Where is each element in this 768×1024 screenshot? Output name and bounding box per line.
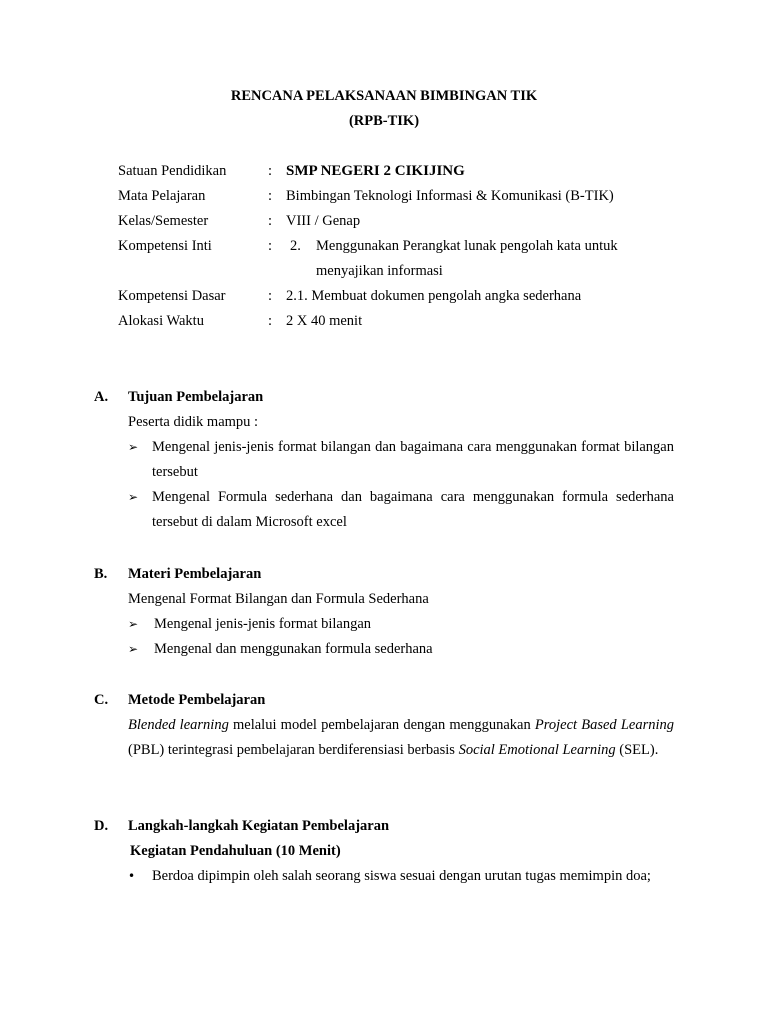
- info-value: 2 X 40 menit: [286, 313, 363, 329]
- ki-text-line1: Menggunakan Perangkat lunak pengolah kata untuk: [316, 238, 618, 254]
- paragraph-italic-term: Social Emotional Learning: [458, 742, 616, 758]
- section-letter: D.: [94, 818, 109, 834]
- info-value: Bimbingan Teknologi Informasi & Komunikasi (B-TIK): [286, 188, 614, 204]
- info-label: Kelas/Semester: [118, 213, 209, 229]
- document-subtitle: (RPB-TIK): [348, 113, 420, 129]
- section-d: [94, 814, 674, 889]
- section-title: Metode Pembelajaran: [128, 692, 266, 708]
- section-b: [94, 562, 674, 662]
- info-colon: :: [268, 288, 273, 304]
- section-intro: Peserta didik mampu :: [128, 414, 259, 430]
- arrow-bullet-icon: ➢: [128, 490, 139, 504]
- info-row-ki: [118, 234, 678, 284]
- info-colon: :: [268, 188, 273, 204]
- paragraph-text: (PBL) terintegrasi pembelajaran berdiferensiasi berbasis: [128, 742, 459, 758]
- info-label: Satuan Pendidikan: [118, 163, 227, 179]
- info-colon: :: [268, 213, 273, 229]
- section-letter: C.: [94, 692, 109, 708]
- info-value: [286, 234, 678, 284]
- section-subheading: Kegiatan Pendahuluan (10 Menit): [130, 843, 341, 859]
- paragraph-italic-term: Blended learning: [128, 717, 229, 733]
- info-value: 2.1. Membuat dokumen pengolah angka sederhana: [286, 288, 582, 304]
- section-body: [94, 839, 674, 889]
- section-letter: B.: [94, 566, 108, 582]
- info-label: Kompetensi Dasar: [118, 288, 226, 304]
- info-label: Kompetensi Inti: [118, 238, 212, 254]
- info-colon: :: [268, 313, 273, 329]
- section-c: [94, 688, 674, 763]
- section-heading: [94, 814, 674, 839]
- arrow-bullet-icon: ➢: [128, 642, 139, 656]
- list-item: [128, 637, 674, 662]
- dot-bullet-icon: •: [128, 869, 136, 883]
- section-heading: [94, 562, 674, 587]
- section-heading: [94, 385, 674, 410]
- list-item: [128, 435, 674, 485]
- info-row-satuan: [118, 159, 678, 184]
- paragraph-text: (SEL).: [615, 742, 659, 758]
- info-label: Alokasi Waktu: [118, 313, 204, 329]
- info-row-kelas: [118, 209, 678, 234]
- document-title: RENCANA PELAKSANAAN BIMBINGAN TIK: [230, 88, 538, 104]
- section-title: Langkah-langkah Kegiatan Pembelajaran: [128, 818, 390, 834]
- arrow-bullet-icon: ➢: [128, 440, 139, 454]
- info-value: VIII / Genap: [286, 213, 361, 229]
- section-letter: A.: [94, 389, 109, 405]
- info-row-kd: [118, 284, 678, 309]
- info-value: SMP NEGERI 2 CIKIJING: [286, 163, 465, 179]
- list-item: [128, 485, 674, 535]
- list-item-text: Mengenal dan menggunakan formula sederhana: [154, 641, 433, 657]
- section-title: Materi Pembelajaran: [128, 566, 262, 582]
- section-body: [94, 587, 674, 662]
- section-body: [94, 410, 674, 535]
- list-item-text: Mengenal jenis-jenis format bilangan dan bagaimana cara menggunakan format bilangan tersebut: [152, 439, 674, 480]
- info-row-mapel: [118, 184, 678, 209]
- arrow-bullet-icon: ➢: [128, 617, 139, 631]
- list-item-text: Mengenal Formula sederhana dan bagaimana cara menggunakan formula sederhana tersebut di dalam Microsoft excel: [152, 489, 674, 530]
- section-heading: [94, 688, 674, 713]
- ki-text-line2: menyajikan informasi: [316, 263, 443, 279]
- info-colon: :: [268, 163, 273, 179]
- section-a: [94, 385, 674, 535]
- info-label: Mata Pelajaran: [118, 188, 206, 204]
- section-title: Tujuan Pembelajaran: [128, 389, 264, 405]
- section-intro: Mengenal Format Bilangan dan Formula Sederhana: [128, 591, 429, 607]
- info-table: [118, 159, 678, 334]
- info-colon: :: [268, 238, 273, 254]
- ki-number: 2.: [290, 238, 301, 254]
- section-paragraph: [94, 713, 674, 763]
- paragraph-italic-term: Project Based Learning: [534, 717, 675, 733]
- list-item: [128, 864, 674, 889]
- list-item-text: Mengenal jenis-jenis format bilangan: [154, 616, 372, 632]
- info-row-alokasi: [118, 309, 678, 334]
- list-item: [128, 612, 674, 637]
- paragraph-text: melalui model pembelajaran dengan menggunakan: [228, 717, 535, 733]
- list-item-text: Berdoa dipimpin oleh salah seorang siswa sesuai dengan urutan tugas memimpin doa;: [152, 868, 651, 884]
